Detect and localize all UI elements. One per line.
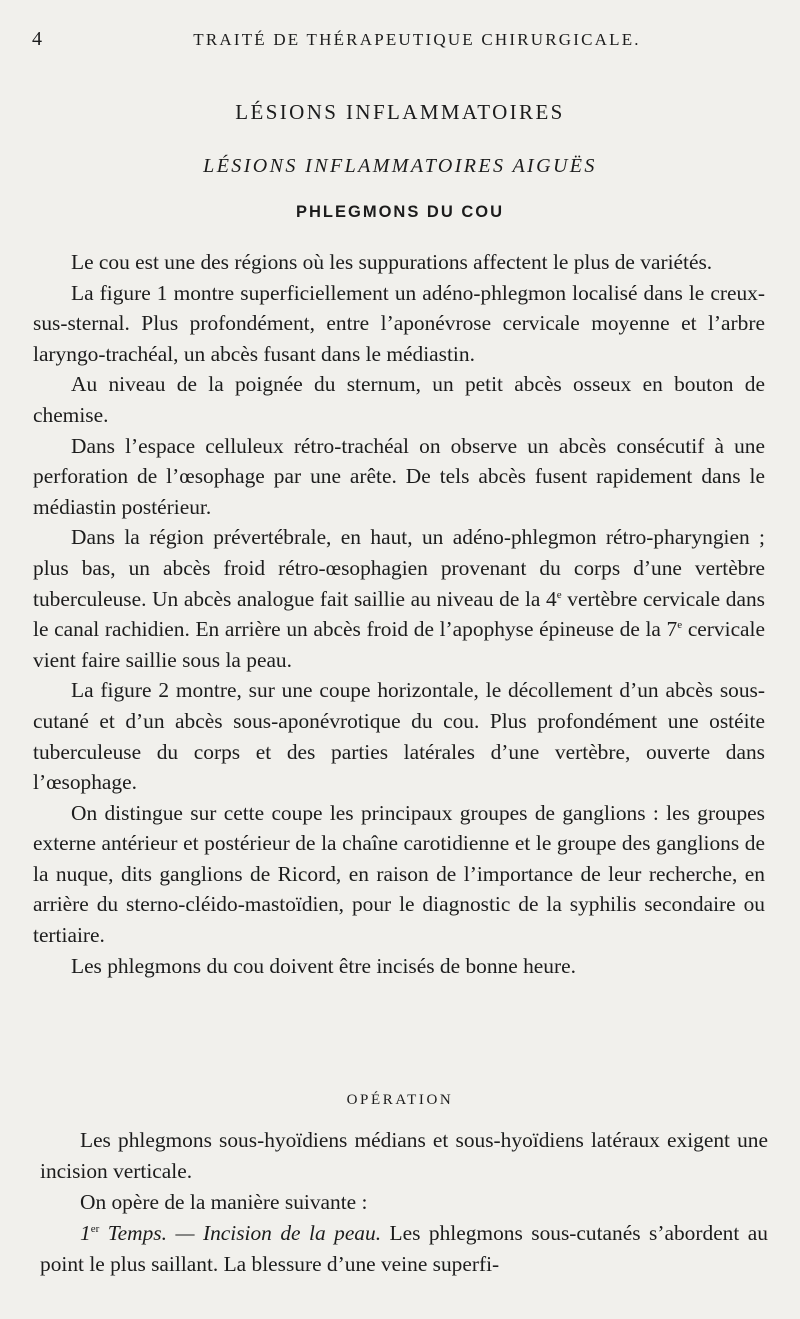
section-title: LÉSIONS INFLAMMATOIRES — [235, 100, 565, 124]
paragraph: Dans l’espace celluleux rétro-trachéal on observe un abcès consécutif à une perforation de l’œsophage par une arête. De tels abcès fusent rapidement dans le médiastin postérieur. — [33, 433, 765, 519]
operation-text — [40, 1125, 768, 1280]
step-text: Les phlegmons sous-cutanés s’abordent au point le plus saillant. La blessure d’une veine superfi- — [40, 1221, 768, 1276]
subsection-title: LÉSIONS INFLAMMATOIRES AIGUËS — [203, 155, 597, 177]
paragraph — [33, 522, 765, 675]
paragraph: Au niveau de la poignée du sternum, un petit abcès osseux en bouton de chemise. — [33, 372, 765, 427]
text-run: vertèbre cervicale dans le canal rachidien. En arrière un abcès froid de l’apophyse épineuse de la 7 — [33, 586, 765, 642]
body-text — [33, 247, 765, 981]
paragraph: Les phlegmons du cou doivent être incisés de bonne heure. — [71, 953, 576, 978]
step-title: Temps. — Incision de la peau. — [99, 1221, 382, 1245]
running-title: TRAITÉ DE THÉRAPEUTIQUE CHIRURGICALE. — [193, 30, 641, 49]
running-head — [32, 28, 760, 52]
page-number: 4 — [32, 28, 43, 50]
operation-heading: OPÉRATION — [346, 1092, 454, 1108]
operation-step — [40, 1218, 768, 1280]
superscript: e — [677, 619, 683, 632]
text-run: cervicale vient faire saillie sous la peau. — [33, 617, 765, 672]
superscript: e — [556, 588, 562, 601]
paragraph: On opère de la manière suivante : — [80, 1190, 368, 1214]
superscript: er — [90, 1223, 100, 1235]
chapter-heading: PHLEGMONS DU COU — [295, 203, 504, 221]
paragraph: La figure 2 montre, sur une coupe horizontale, le décollement d’un abcès sous-cutané et d’un abcès sous-aponévrotique du cou. Plus profondément une ostéite tuberculeuse du corps et des parties latérales d’une vertèbre, ouverte dans l’œsophage. — [33, 678, 765, 795]
step-number: 1 — [80, 1221, 91, 1245]
text-run: Dans la région prévertébrale, en haut, un adéno-phlegmon rétro-pharyngien ; plus bas, un abcès froid rétro-œsophagien provenant du corps d’une vertèbre tuberculeuse. Un abcès analogue fait saillie au niveau de la 4 — [33, 525, 765, 611]
paragraph: Le cou est une des régions où les suppurations affectent le plus de variétés. — [71, 250, 713, 274]
paragraph: On distingue sur cette coupe les principaux groupes de ganglions : les groupes externe antérieur et postérieur de la chaîne carotidienne et le groupe des ganglions de la nuque, dits ganglions de Ricord, en raison de l’importance de leur recherche, en arrière du sterno-cléido-mastoïdien, pour le diagnostic de la syphilis secondaire ou tertiaire. — [33, 800, 765, 948]
paragraph: La figure 1 montre superficiellement un adéno-phlegmon localisé dans le creux-sus-sternal. Plus profondément, entre l’aponévrose cervicale moyenne et l’arbre laryngo-trachéal, un abcès fusant dans le médiastin. — [33, 280, 765, 366]
paragraph: Les phlegmons sous-hyoïdiens médians et sous-hyoïdiens latéraux exigent une incision verticale. — [40, 1128, 768, 1183]
